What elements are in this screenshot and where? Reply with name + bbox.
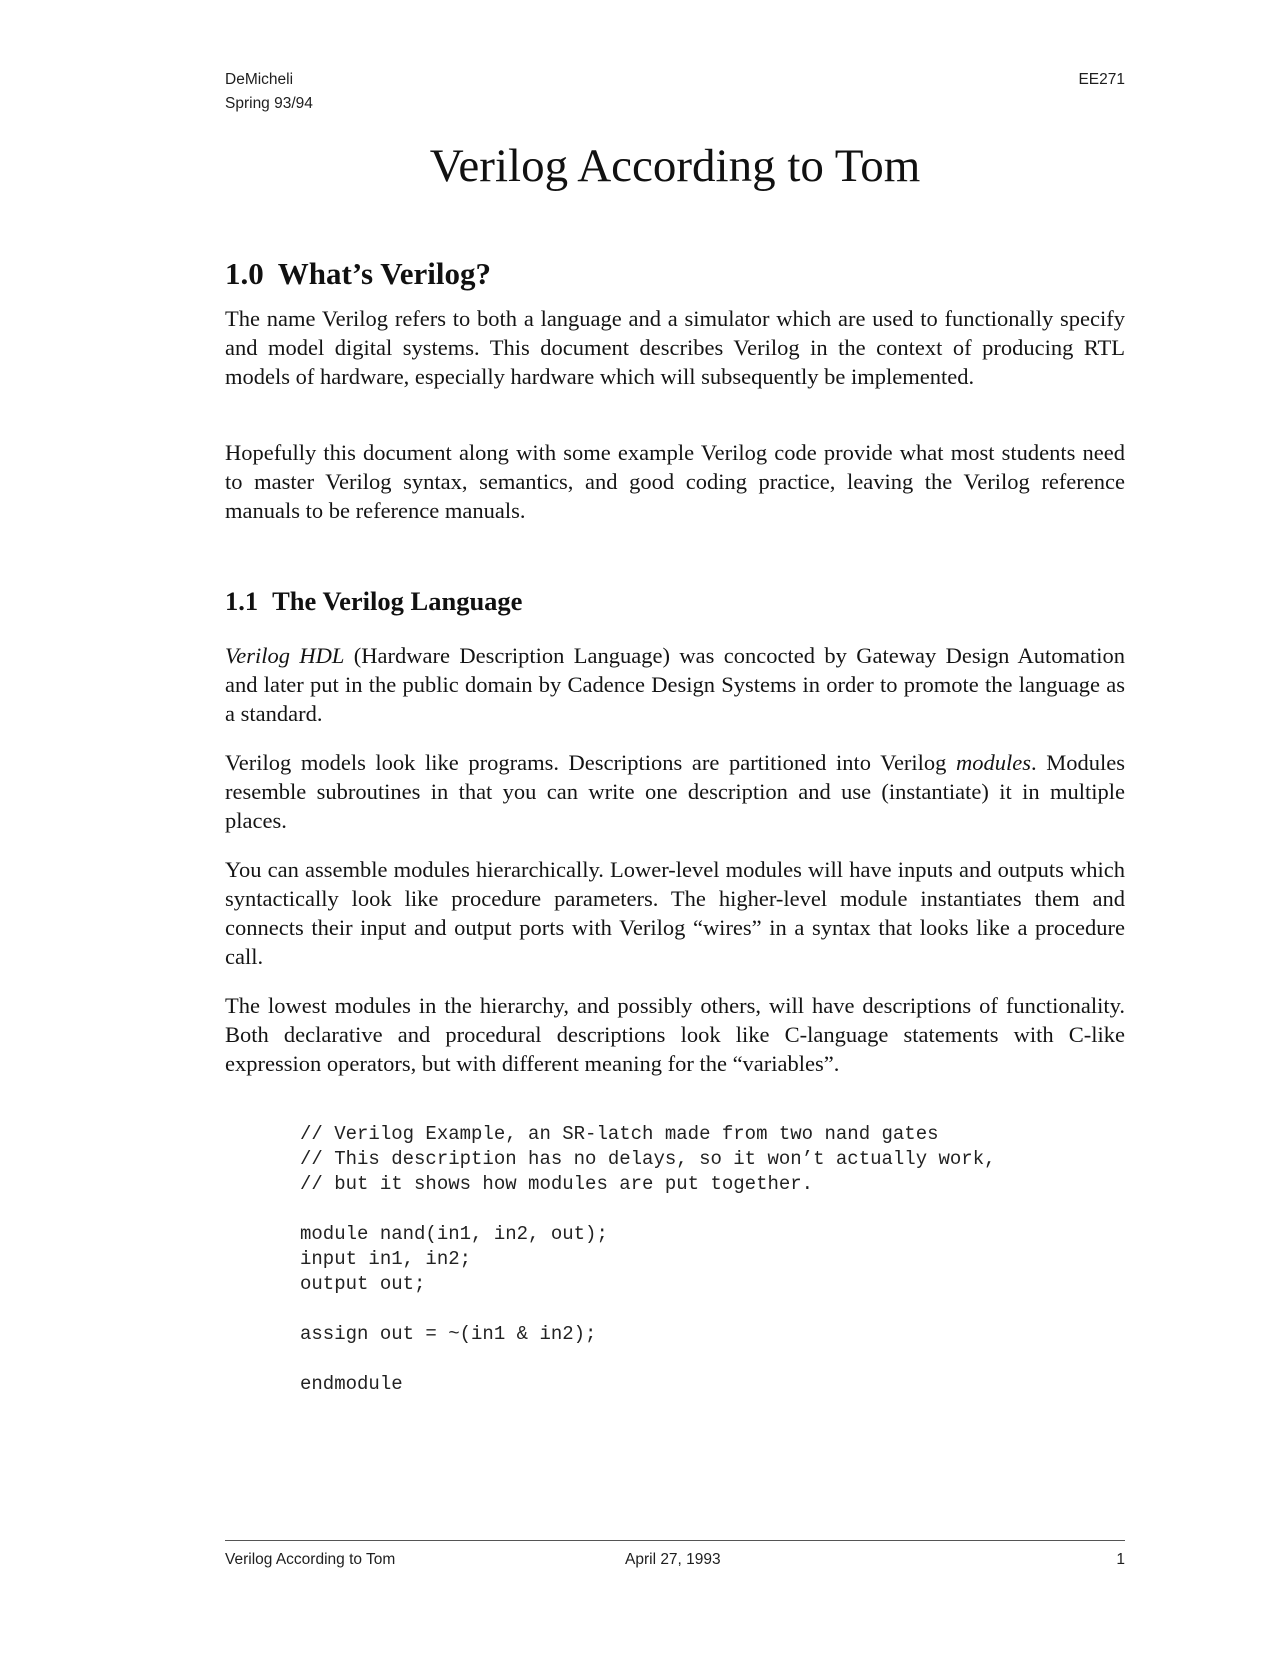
- section-title: The Verilog Language: [272, 586, 523, 616]
- section-heading-1-0: [225, 254, 491, 294]
- paragraph-rest: (Hardware Description Language) was concocted by Gateway Design Automation and later put in the public domain by Cadence Design Systems in order to promote the language as a standard.: [225, 643, 1125, 726]
- header-course: EE271: [1078, 71, 1125, 88]
- term-modules: modules: [956, 750, 1032, 775]
- header-term: Spring 93/94: [225, 95, 313, 112]
- section-title: What’s Verilog?: [277, 256, 492, 291]
- paragraph-before: Verilog models look like programs. Descriptions are partitioned into Verilog: [225, 750, 957, 775]
- paragraph: [225, 855, 1125, 971]
- page-number: 1: [1116, 1551, 1125, 1568]
- paragraph-text: Hopefully this document along with some example Verilog code provide what most students need to master Verilog syntax, semantics, and good coding practice, leaving the Verilog reference manuals to be reference manuals.: [225, 440, 1125, 523]
- code-line: output out;: [300, 1273, 426, 1295]
- paragraph: [225, 304, 1125, 391]
- code-line: [300, 1197, 996, 1222]
- paragraph-text: The lowest modules in the hierarchy, and possibly others, will have descriptions of functionality. Both declarative and procedural descriptions look like C-language statements with C-like expression operators, but with different meaning for the “variables”.: [225, 993, 1125, 1076]
- code-line: input in1, in2;: [300, 1248, 472, 1270]
- code-line: [300, 1347, 996, 1372]
- document-title: Verilog According to Tom: [429, 140, 921, 192]
- paragraph-text: [225, 748, 1125, 835]
- running-header-left: [225, 68, 313, 116]
- code-line: // Verilog Example, an SR-latch made from two nand gates: [300, 1123, 939, 1145]
- section-number: 1.0: [225, 256, 264, 291]
- footer-title: Verilog According to Tom: [225, 1551, 396, 1568]
- term-verilog-hdl: Verilog HDL: [225, 643, 345, 668]
- paragraph-after: . Modules resemble subroutines in that you can write one description and use (instantiate) it in multiple places.: [225, 750, 1126, 833]
- footer-divider: [225, 1540, 1125, 1541]
- section-heading-1-1: [225, 584, 522, 618]
- code-line: assign out = ~(in1 & in2);: [300, 1323, 597, 1345]
- paragraph-text: The name Verilog refers to both a language and a simulator which are used to functionally specify and model digital systems. This document describes Verilog in the context of producing RTL models of hardware, especially hardware which will subsequently be implemented.: [225, 306, 1125, 389]
- code-line: endmodule: [300, 1373, 403, 1395]
- code-line: [300, 1297, 996, 1322]
- paragraph-text: You can assemble modules hierarchically. Lower-level modules will have inputs and outputs which syntactically look like procedure parameters. The higher-level module instantiates them and connects their input and output ports with Verilog “wires” in a syntax that looks like a procedure call.: [225, 857, 1125, 969]
- paragraph: [225, 748, 1125, 835]
- code-block: [300, 1122, 996, 1397]
- paragraph: [225, 991, 1125, 1078]
- header-author: DeMicheli: [225, 71, 294, 88]
- paragraph: [225, 438, 1125, 525]
- code-line: module nand(in1, in2, out);: [300, 1223, 608, 1245]
- code-line: // This description has no delays, so it won’t actually work,: [300, 1148, 996, 1170]
- code-line: // but it shows how modules are put together.: [300, 1173, 814, 1195]
- paragraph: [225, 641, 1125, 728]
- footer-date: April 27, 1993: [625, 1551, 721, 1568]
- section-number: 1.1: [225, 586, 259, 616]
- paragraph-text: [225, 641, 1125, 728]
